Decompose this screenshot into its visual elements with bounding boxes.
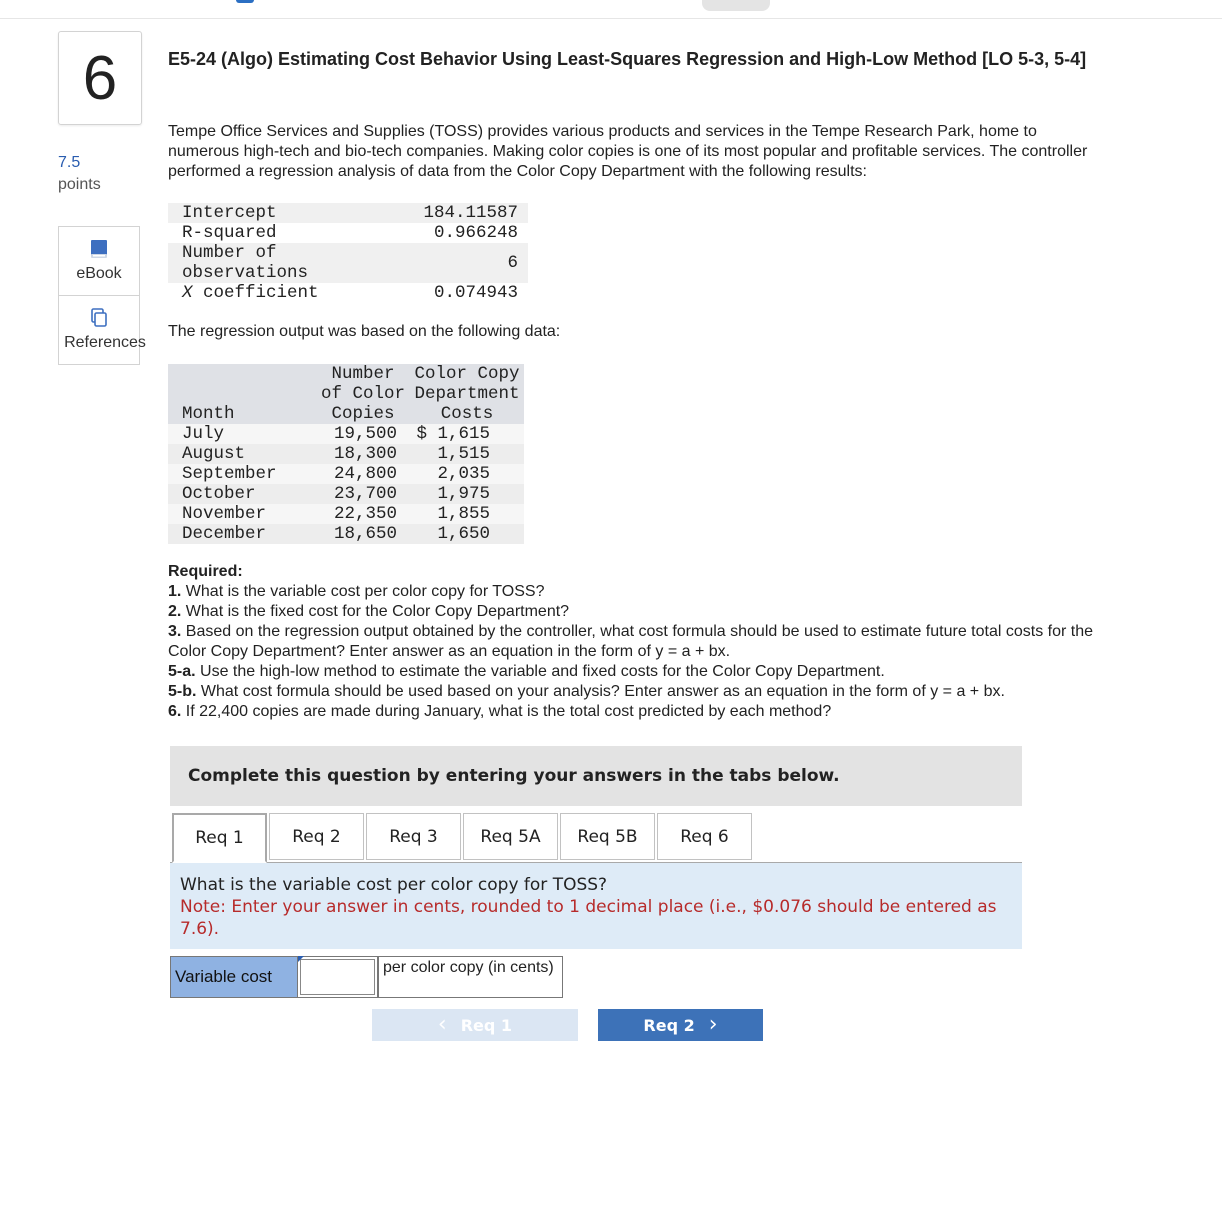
required-item-text: What cost formula should be used based on your analysis? Enter answer as an equation in the form of y = a + bx. bbox=[196, 683, 1005, 700]
required-item-text: What is the variable cost per color copy for TOSS? bbox=[181, 583, 545, 600]
copies-cell: 23,700 bbox=[316, 484, 410, 504]
required-item-num: 1. bbox=[168, 583, 182, 600]
variable-cost-label: Variable cost bbox=[170, 956, 298, 998]
copies-cell: 19,500 bbox=[316, 424, 410, 444]
reg-label: Intercept bbox=[168, 203, 422, 223]
copies-cell: 18,300 bbox=[316, 444, 410, 464]
references-label: References bbox=[64, 334, 146, 351]
book-icon bbox=[90, 239, 108, 259]
cost-data-table bbox=[168, 364, 524, 544]
month-cell: December bbox=[168, 524, 316, 544]
table-row bbox=[168, 504, 524, 524]
required-heading: Required: bbox=[168, 563, 243, 580]
prev-req-label: Req 1 bbox=[460, 1015, 513, 1035]
tab-req-5b[interactable]: Req 5B bbox=[560, 813, 655, 860]
panel-question: What is the variable cost per color copy for TOSS? bbox=[180, 875, 608, 895]
costs-header bbox=[410, 364, 524, 424]
month-cell: July bbox=[168, 424, 316, 444]
required-item-num: 3. bbox=[168, 623, 182, 640]
reg-label-line2: observations bbox=[182, 263, 309, 283]
points-indicator bbox=[58, 152, 101, 196]
tab-req-2[interactable]: Req 2 bbox=[269, 813, 364, 860]
required-item bbox=[168, 682, 1118, 702]
top-accent-mark bbox=[236, 0, 254, 3]
costs-header-line: Color Copy bbox=[414, 364, 520, 384]
copies-header-line: Copies bbox=[331, 404, 395, 424]
tab-req-5a[interactable]: Req 5A bbox=[463, 813, 558, 860]
required-item-num: 5-a. bbox=[168, 663, 196, 680]
top-pager-tab[interactable] bbox=[702, 0, 770, 11]
reg-label-prefix: X bbox=[182, 283, 193, 303]
required-item bbox=[168, 662, 1118, 682]
table-row bbox=[168, 444, 524, 464]
reg-label-line1: Number of bbox=[182, 243, 277, 263]
required-item bbox=[168, 582, 1118, 602]
table-row bbox=[168, 243, 528, 283]
copies-cell: 22,350 bbox=[316, 504, 410, 524]
question-title: E5-24 (Algo) Estimating Cost Behavior Using Least-Squares Regression and High-Low Method [LO 5-3, 5-4] bbox=[168, 49, 1087, 69]
input-flag-icon bbox=[298, 956, 304, 962]
reg-label-suffix: coefficient bbox=[192, 283, 319, 303]
variable-cost-cell bbox=[298, 956, 378, 998]
reg-label bbox=[168, 243, 422, 283]
points-label: points bbox=[58, 176, 101, 193]
costs-header-line: Costs bbox=[440, 404, 494, 424]
costs-cell: $ 1,615 bbox=[410, 424, 524, 444]
table-row bbox=[168, 524, 524, 544]
costs-header-line: Department bbox=[414, 384, 520, 404]
required-item bbox=[168, 702, 1118, 722]
top-divider bbox=[0, 18, 1222, 19]
copies-cell: 18,650 bbox=[316, 524, 410, 544]
reg-value: 0.074943 bbox=[433, 283, 518, 303]
required-item-num: 5-b. bbox=[168, 683, 197, 700]
next-req-label: Req 2 bbox=[643, 1015, 695, 1035]
month-cell: November bbox=[168, 504, 316, 524]
instructions-banner: Complete this question by entering your answers in the tabs below. bbox=[170, 746, 1022, 806]
required-item-num: 2. bbox=[168, 603, 182, 620]
reg-value: 0.966248 bbox=[433, 223, 518, 243]
tab-req-3[interactable]: Req 3 bbox=[366, 813, 461, 860]
references-button[interactable] bbox=[58, 295, 146, 365]
copies-header-line: Number bbox=[331, 364, 395, 384]
required-item bbox=[168, 622, 1118, 662]
reg-value: 184.11587 bbox=[422, 203, 528, 223]
question-panel bbox=[170, 863, 1022, 949]
reg-label bbox=[168, 283, 422, 303]
prev-req-button[interactable] bbox=[372, 1009, 578, 1041]
tab-req-1[interactable]: Req 1 bbox=[172, 813, 267, 863]
reg-label: R-squared bbox=[182, 223, 277, 243]
copies-cell: 24,800 bbox=[316, 464, 410, 484]
table-row bbox=[168, 223, 528, 243]
costs-cell: 1,975 bbox=[410, 484, 524, 504]
copy-icon bbox=[90, 308, 108, 328]
points-value: 7.5 bbox=[58, 154, 81, 171]
table-row bbox=[168, 283, 528, 303]
panel-note: Note: Enter your answer in cents, rounded to 1 decimal place (i.e., $0.076 should be entered as 7.6). bbox=[180, 897, 997, 939]
variable-cost-input[interactable] bbox=[298, 957, 377, 997]
chevron-right-icon: › bbox=[708, 1012, 718, 1037]
question-number: 6 bbox=[58, 31, 142, 125]
required-section bbox=[168, 562, 1118, 722]
required-item-text: Based on the regression output obtained by the controller, what cost formula should be used to estimate future total costs for the Color Copy Department? Enter answer as an equation in the form of y = a + bx. bbox=[168, 623, 1093, 660]
costs-cell: 2,035 bbox=[410, 464, 524, 484]
reg-value: 6 bbox=[422, 243, 528, 283]
costs-cell: 1,515 bbox=[410, 444, 524, 464]
table-header-row bbox=[168, 364, 524, 424]
required-item-text: If 22,400 copies are made during January, what is the total cost predicted by each method? bbox=[181, 703, 832, 720]
required-item-num: 6. bbox=[168, 703, 182, 720]
costs-cell: 1,650 bbox=[410, 524, 524, 544]
data-intro: The regression output was based on the following data: bbox=[168, 323, 561, 340]
question-intro: Tempe Office Services and Supplies (TOSS) provides various products and services in the Tempe Research Park, home to numerous high-tech and bio-tech companies. Making color copies is one of its most popular and profitable services. The controller performed a regression analysis of data from the Color Copy Department with the following results: bbox=[168, 123, 1088, 180]
table-row bbox=[168, 203, 528, 223]
chevron-left-icon: ‹ bbox=[437, 1012, 447, 1037]
month-header: Month bbox=[168, 364, 316, 424]
ebook-button[interactable] bbox=[58, 226, 140, 296]
copies-header-line: of Color bbox=[320, 384, 405, 404]
variable-cost-unit: per color copy (in cents) bbox=[378, 956, 563, 998]
copies-header bbox=[316, 364, 410, 424]
month-cell: September bbox=[168, 464, 316, 484]
next-req-button[interactable] bbox=[598, 1009, 763, 1041]
costs-cell: 1,855 bbox=[410, 504, 524, 524]
table-row bbox=[168, 464, 524, 484]
regression-output-table bbox=[168, 203, 528, 303]
tab-req-6[interactable]: Req 6 bbox=[657, 813, 752, 860]
requirement-tabs bbox=[170, 813, 1022, 864]
month-cell: August bbox=[168, 444, 316, 464]
required-item bbox=[168, 602, 1118, 622]
month-cell: October bbox=[168, 484, 316, 504]
table-row bbox=[168, 424, 524, 444]
required-item-text: What is the fixed cost for the Color Copy Department? bbox=[181, 603, 570, 620]
ebook-label: eBook bbox=[76, 265, 122, 282]
required-item-text: Use the high-low method to estimate the variable and fixed costs for the Color Copy Department. bbox=[195, 663, 885, 680]
table-row bbox=[168, 484, 524, 504]
